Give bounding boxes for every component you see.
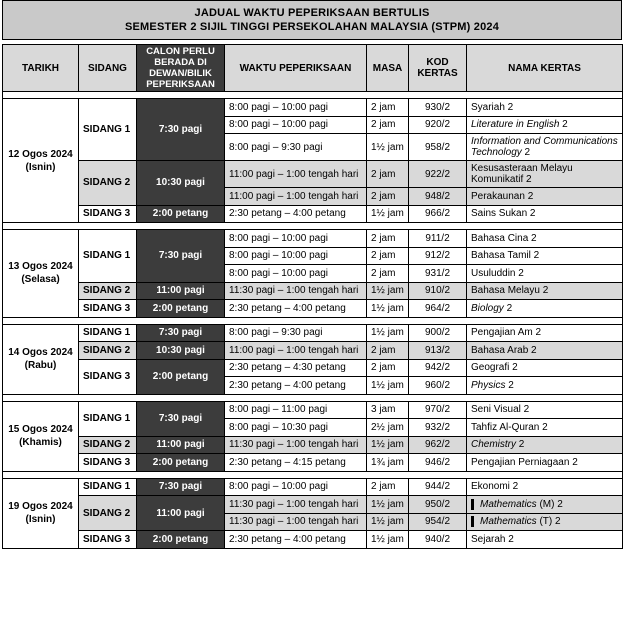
- paper-code: 912/2: [409, 247, 467, 265]
- table-row: [3, 359, 623, 377]
- day-separator-cell: [3, 317, 623, 324]
- report-time: 11:00 pagi: [137, 282, 225, 300]
- table-row: [3, 342, 623, 360]
- paper-name-text: [471, 250, 539, 261]
- paper-name-text: [471, 457, 578, 468]
- exam-time: 8:00 pagi – 9:30 pagi: [225, 324, 367, 342]
- paper-title: Usuluddin 2: [471, 267, 524, 279]
- day-separator: [3, 471, 623, 478]
- exam-date: [3, 478, 79, 548]
- header-kod: KOD KERTAS: [409, 45, 467, 92]
- exam-time: 11:00 pagi – 1:00 tengah hari: [225, 342, 367, 360]
- paper-name-text: [471, 136, 618, 158]
- paper-title-italic: Mathematics: [480, 498, 537, 510]
- paper-name: [467, 377, 623, 395]
- day-separator: [3, 317, 623, 324]
- report-time: 10:30 pagi: [137, 161, 225, 206]
- paper-title-suffix: (T) 2: [536, 516, 561, 528]
- paper-title: Bahasa Melayu 2: [471, 285, 549, 297]
- session-name: SIDANG 3: [79, 205, 137, 223]
- table-row: [3, 300, 623, 318]
- exam-duration: 2 jam: [367, 359, 409, 377]
- exam-time: 11:00 pagi – 1:00 tengah hari: [225, 161, 367, 188]
- exam-date: [3, 230, 79, 318]
- session-name: SIDANG 3: [79, 359, 137, 394]
- day-separator-cell: [3, 92, 623, 99]
- paper-name: [467, 531, 623, 549]
- report-time: 2:00 petang: [137, 531, 225, 549]
- day-separator-cell: [3, 394, 623, 401]
- paper-title: Sejarah 2: [471, 533, 514, 545]
- report-time: 7:30 pagi: [137, 401, 225, 436]
- paper-title: Bahasa Tamil 2: [471, 250, 540, 262]
- paper-name: [467, 265, 623, 283]
- exam-duration: 2 jam: [367, 247, 409, 265]
- paper-title-suffix: 2: [503, 302, 513, 314]
- paper-code: 950/2: [409, 496, 467, 514]
- exam-day-text: (Selasa): [21, 274, 60, 286]
- report-time: 2:00 petang: [137, 300, 225, 318]
- paper-code: 930/2: [409, 99, 467, 117]
- exam-time: 2:30 petang – 4:00 petang: [225, 300, 367, 318]
- exam-time: 2:30 petang – 4:00 petang: [225, 377, 367, 395]
- paper-name: [467, 205, 623, 223]
- exam-date: [3, 99, 79, 223]
- report-time: 2:00 petang: [137, 359, 225, 394]
- table-row: [3, 496, 623, 514]
- session-name: SIDANG 3: [79, 531, 137, 549]
- paper-title-suffix: 2: [559, 119, 568, 131]
- table-row: [3, 436, 623, 454]
- exam-date-text: 14 Ogos 2024: [8, 347, 73, 358]
- paper-name-text: [471, 268, 524, 279]
- paper-name-text: [471, 439, 524, 450]
- exam-duration: 2 jam: [367, 342, 409, 360]
- paper-name-text: [471, 422, 548, 433]
- paper-name: [467, 454, 623, 472]
- exam-day-text: (Isnin): [25, 161, 56, 173]
- paper-title-italic: Mathematics: [480, 516, 537, 528]
- paper-name-text: [471, 208, 536, 219]
- paper-title-suffix: (M) 2: [536, 498, 563, 510]
- day-separator-cell: [3, 223, 623, 230]
- exam-day-text: (Isnin): [25, 514, 56, 525]
- paper-name: [467, 188, 623, 206]
- paper-title: Syariah 2: [471, 101, 514, 113]
- paper-name-text: [471, 327, 541, 338]
- exam-time: 2:30 petang – 4:00 petang: [225, 531, 367, 549]
- paper-name-text: [471, 516, 561, 527]
- paper-code: 964/2: [409, 300, 467, 318]
- report-time: 7:30 pagi: [137, 478, 225, 496]
- exam-date: [3, 401, 79, 471]
- table-row: [3, 282, 623, 300]
- paper-name-text: [471, 119, 568, 130]
- paper-name: [467, 324, 623, 342]
- header-waktu: WAKTU PEPERIKSAAN: [225, 45, 367, 92]
- paper-title: Kesusasteraan Melayu Komunikatif 2: [471, 163, 573, 185]
- paper-title-italic: Biology: [471, 302, 504, 314]
- session-name: SIDANG 1: [79, 324, 137, 342]
- paper-code: 954/2: [409, 513, 467, 531]
- exam-duration: 1½ jam: [367, 324, 409, 342]
- exam-day-text: (Rabu): [24, 360, 57, 371]
- paper-name: [467, 247, 623, 265]
- table-row: [3, 531, 623, 549]
- paper-name: [467, 230, 623, 248]
- paper-title: Seni Visual 2: [471, 404, 530, 416]
- exam-duration: 1½ jam: [367, 300, 409, 318]
- paper-code: 920/2: [409, 116, 467, 134]
- document-title: [2, 0, 622, 40]
- paper-name-text: [471, 163, 573, 185]
- exam-duration: 1½ jam: [367, 436, 409, 454]
- exam-date-text: 15 Ogos 2024: [8, 424, 73, 435]
- timetable-sheet: [2, 0, 622, 549]
- paper-name-text: [471, 380, 514, 391]
- paper-code: 940/2: [409, 531, 467, 549]
- exam-date-text: 12 Ogos 2024: [8, 148, 73, 160]
- paper-title: Perakaunan 2: [471, 190, 534, 202]
- paper-name-text: [471, 191, 533, 202]
- exam-duration: 1¾ jam: [367, 454, 409, 472]
- session-name: SIDANG 3: [79, 454, 137, 472]
- exam-time: 8:00 pagi – 9:30 pagi: [225, 134, 367, 161]
- exam-duration: 2 jam: [367, 230, 409, 248]
- exam-duration: 1½ jam: [367, 377, 409, 395]
- paper-title: Pengajian Am 2: [471, 327, 542, 339]
- header-calon: CALON PERLU BERADA DI DEWAN/BILIK PEPERIKSAAN: [137, 45, 225, 92]
- day-separator: [3, 92, 623, 99]
- paper-name-text: [471, 102, 513, 113]
- paper-title: Pengajian Perniagaan 2: [471, 456, 578, 468]
- paper-title-suffix: 2: [521, 147, 531, 158]
- paper-title: Geografi 2: [471, 362, 518, 374]
- exam-duration: 3 jam: [367, 401, 409, 419]
- session-name: SIDANG 2: [79, 436, 137, 454]
- paper-code: 900/2: [409, 324, 467, 342]
- exam-duration: 1½ jam: [367, 205, 409, 223]
- session-name: SIDANG 1: [79, 478, 137, 496]
- paper-title: Tahfiz Al-Quran 2: [471, 421, 548, 433]
- day-separator-cell: [3, 471, 623, 478]
- paper-code: 946/2: [409, 454, 467, 472]
- paper-name: [467, 436, 623, 454]
- paper-name-text: [471, 362, 518, 373]
- paper-name-text: [471, 499, 563, 510]
- table-row: [3, 401, 623, 419]
- exam-duration: 1½ jam: [367, 531, 409, 549]
- exam-date-text: 13 Ogos 2024: [8, 261, 73, 273]
- paper-code: 944/2: [409, 478, 467, 496]
- exam-duration: 1½ jam: [367, 282, 409, 300]
- report-time: 11:00 pagi: [137, 496, 225, 531]
- exam-time: 8:00 pagi – 10:30 pagi: [225, 419, 367, 437]
- paper-name: [467, 513, 623, 531]
- day-separator: [3, 223, 623, 230]
- session-name: SIDANG 3: [79, 300, 137, 318]
- exam-duration: 2 jam: [367, 99, 409, 117]
- session-name: SIDANG 2: [79, 282, 137, 300]
- paper-title-italic: Physics: [471, 379, 506, 391]
- exam-duration: 2 jam: [367, 188, 409, 206]
- paper-code: 942/2: [409, 359, 467, 377]
- exam-time: 8:00 pagi – 10:00 pagi: [225, 99, 367, 117]
- title-line-1: JADUAL WAKTU PEPERIKSAAN BERTULIS: [194, 7, 430, 19]
- paper-title-italic: Literature in English: [471, 119, 560, 131]
- report-time: 10:30 pagi: [137, 342, 225, 360]
- paper-code: 970/2: [409, 401, 467, 419]
- paper-title-suffix: 2: [516, 439, 525, 451]
- paper-name: [467, 496, 623, 514]
- report-time: 7:30 pagi: [137, 230, 225, 283]
- exam-duration: 2 jam: [367, 116, 409, 134]
- exam-time: 11:30 pagi – 1:00 tengah hari: [225, 496, 367, 514]
- paper-name-text: [471, 285, 548, 296]
- table-row: [3, 324, 623, 342]
- exam-day-text: (Khamis): [19, 437, 62, 448]
- table-row: [3, 478, 623, 496]
- exam-time: 2:30 petang – 4:15 petang: [225, 454, 367, 472]
- exam-time: 11:00 pagi – 1:00 tengah hari: [225, 188, 367, 206]
- header-sidang: SIDANG: [79, 45, 137, 92]
- session-name: SIDANG 2: [79, 342, 137, 360]
- paper-code: 931/2: [409, 265, 467, 283]
- paper-title: Sains Sukan 2: [471, 208, 536, 220]
- exam-time: 8:00 pagi – 10:00 pagi: [225, 265, 367, 283]
- session-name: SIDANG 2: [79, 496, 137, 531]
- paper-name: [467, 116, 623, 134]
- paper-code: 913/2: [409, 342, 467, 360]
- paper-name-text: [471, 303, 512, 314]
- paper-name-text: [471, 481, 518, 492]
- table-row: [3, 230, 623, 248]
- session-name: SIDANG 1: [79, 401, 137, 436]
- paper-code: 922/2: [409, 161, 467, 188]
- timetable-body: [3, 92, 623, 549]
- header-nama: NAMA KERTAS: [467, 45, 623, 92]
- paper-title: Bahasa Cina 2: [471, 232, 537, 244]
- paper-code: 932/2: [409, 419, 467, 437]
- exam-time: 8:00 pagi – 10:00 pagi: [225, 247, 367, 265]
- paper-title-italic: Information and Communications Technology: [471, 136, 618, 158]
- exam-timetable: [2, 44, 623, 549]
- paper-code: 962/2: [409, 436, 467, 454]
- paper-name: [467, 161, 623, 188]
- exam-time: 11:30 pagi – 1:00 tengah hari: [225, 282, 367, 300]
- exam-duration: 1½ jam: [367, 134, 409, 161]
- exam-time: 8:00 pagi – 10:00 pagi: [225, 230, 367, 248]
- exam-time: 2:30 petang – 4:00 petang: [225, 205, 367, 223]
- paper-name: [467, 300, 623, 318]
- paper-code: 910/2: [409, 282, 467, 300]
- table-header-row: [3, 45, 623, 92]
- paper-name: [467, 401, 623, 419]
- paper-title: Bahasa Arab 2: [471, 344, 537, 356]
- exam-time: 8:00 pagi – 10:00 pagi: [225, 478, 367, 496]
- exam-time: 8:00 pagi – 11:00 pagi: [225, 401, 367, 419]
- exam-duration: 2 jam: [367, 478, 409, 496]
- paper-name-text: [471, 345, 537, 356]
- paper-name-text: [471, 404, 529, 415]
- paper-name: [467, 342, 623, 360]
- paper-name: [467, 478, 623, 496]
- session-name: SIDANG 1: [79, 99, 137, 161]
- day-separator: [3, 394, 623, 401]
- report-time: 2:00 petang: [137, 205, 225, 223]
- exam-date: [3, 324, 79, 394]
- exam-duration: 1½ jam: [367, 513, 409, 531]
- paper-name: [467, 282, 623, 300]
- paper-code: 948/2: [409, 188, 467, 206]
- paper-name-text: [471, 233, 537, 244]
- session-name: SIDANG 1: [79, 230, 137, 283]
- paper-name-text: [471, 534, 514, 545]
- paper-code: 960/2: [409, 377, 467, 395]
- exam-date-text: 19 Ogos 2024: [8, 501, 73, 512]
- exam-duration: 2 jam: [367, 265, 409, 283]
- exam-duration: 2 jam: [367, 161, 409, 188]
- exam-time: 8:00 pagi – 10:00 pagi: [225, 116, 367, 134]
- session-name: SIDANG 2: [79, 161, 137, 206]
- table-row: [3, 205, 623, 223]
- exam-time: 11:30 pagi – 1:00 tengah hari: [225, 436, 367, 454]
- report-time: 2:00 petang: [137, 454, 225, 472]
- paper-title-italic: Chemistry: [471, 439, 517, 451]
- paper-name: [467, 419, 623, 437]
- paper-title: Ekonomi 2: [471, 481, 519, 493]
- exam-duration: 1½ jam: [367, 496, 409, 514]
- paper-name: [467, 99, 623, 117]
- table-row: [3, 161, 623, 188]
- paper-name: [467, 134, 623, 161]
- paper-name: [467, 359, 623, 377]
- exam-duration: 2½ jam: [367, 419, 409, 437]
- exam-time: 11:30 pagi – 1:00 tengah hari: [225, 513, 367, 531]
- paper-code: 911/2: [409, 230, 467, 248]
- title-line-2: SEMESTER 2 SIJIL TINGGI PERSEKOLAHAN MALAYSIA (STPM) 2024: [124, 21, 500, 33]
- header-tarikh: TARIKH: [3, 45, 79, 92]
- table-row: [3, 99, 623, 117]
- table-row: [3, 454, 623, 472]
- paper-title-suffix: 2: [505, 379, 514, 391]
- report-time: 7:30 pagi: [137, 99, 225, 161]
- paper-code: 966/2: [409, 205, 467, 223]
- paper-code: 958/2: [409, 134, 467, 161]
- report-time: 7:30 pagi: [137, 324, 225, 342]
- header-masa: MASA: [367, 45, 409, 92]
- exam-time: 2:30 petang – 4:30 petang: [225, 359, 367, 377]
- report-time: 11:00 pagi: [137, 436, 225, 454]
